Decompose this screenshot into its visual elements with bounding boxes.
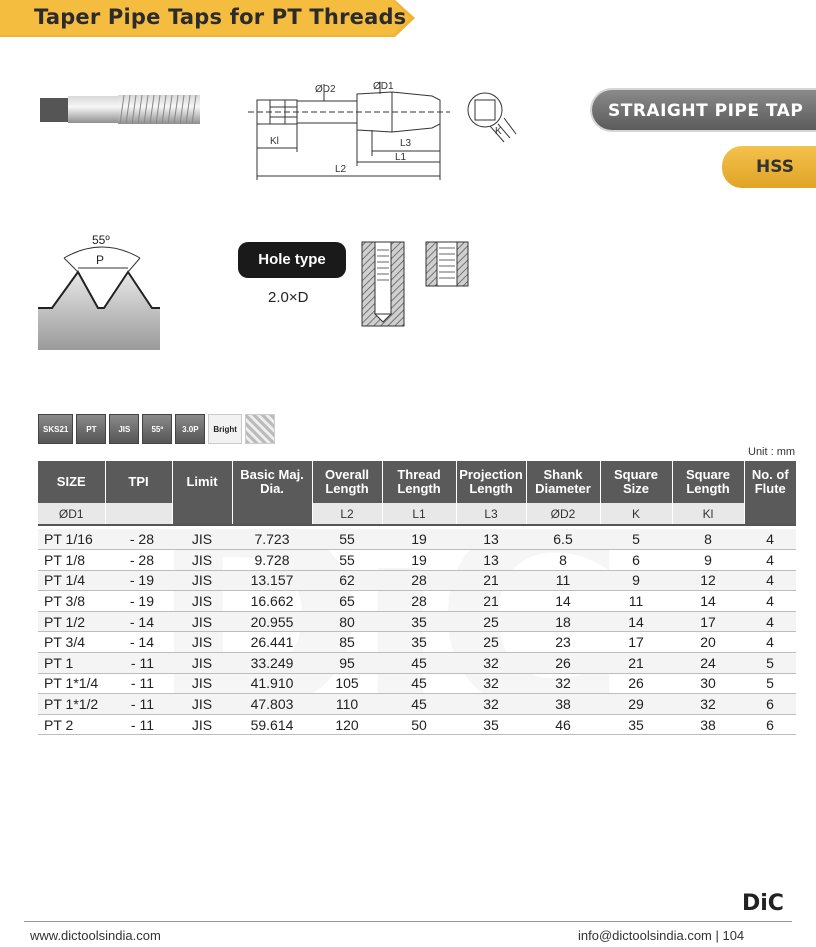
table-cell: 13.157	[232, 570, 312, 591]
col-size: SIZE	[38, 461, 105, 503]
table-cell: JIS	[172, 570, 232, 591]
table-cell: 38	[672, 714, 744, 735]
table-subheader-row	[38, 503, 796, 525]
table-row	[38, 632, 796, 653]
col-thread-length: Thread Length	[382, 461, 456, 503]
table-cell: 41.910	[232, 673, 312, 694]
table-cell: 4	[744, 611, 796, 632]
col-basic-maj-dia: Basic Maj. Dia.	[232, 461, 312, 503]
table-cell: 9	[600, 570, 672, 591]
label-d2: ØD2	[315, 84, 336, 95]
table-cell: JIS	[172, 653, 232, 674]
table-cell: 12	[672, 570, 744, 591]
table-cell: 35	[600, 714, 672, 735]
table-cell: - 11	[105, 714, 172, 735]
table-cell: PT 1	[38, 653, 105, 674]
table-row	[38, 694, 796, 715]
table-cell: 6.5	[526, 529, 600, 550]
table-cell: JIS	[172, 714, 232, 735]
table-cell: 32	[456, 653, 526, 674]
spec-icon-pitch: 3.0P	[175, 414, 205, 444]
col-flutes: No. of Flute	[744, 461, 796, 503]
table-cell: 55	[312, 550, 382, 571]
table-cell: 4	[744, 632, 796, 653]
table-cell: 4	[744, 529, 796, 550]
table-cell: 30	[672, 673, 744, 694]
spec-icon-jis: JIS	[109, 414, 139, 444]
sub-l3: L3	[456, 503, 526, 525]
table-cell: 32	[526, 673, 600, 694]
table-cell: PT 1/2	[38, 611, 105, 632]
label-l2: L2	[335, 164, 347, 175]
table-cell: 120	[312, 714, 382, 735]
table-cell: 95	[312, 653, 382, 674]
table-cell: 45	[382, 694, 456, 715]
table-cell: 38	[526, 694, 600, 715]
label-l3: L3	[400, 138, 412, 149]
sub-tpi	[105, 503, 172, 525]
table-row	[38, 673, 796, 694]
spec-icon-flute-icon	[245, 414, 275, 444]
table-cell: PT 1*1/2	[38, 694, 105, 715]
col-tpi: TPI	[105, 461, 172, 503]
spec-icon-bright: Bright	[208, 414, 242, 444]
table-cell: 32	[672, 694, 744, 715]
table-cell: 20.955	[232, 611, 312, 632]
table-cell: 32	[456, 673, 526, 694]
table-row	[38, 529, 796, 550]
table-cell: - 11	[105, 673, 172, 694]
col-overall-length: Overall Length	[312, 461, 382, 503]
table-cell: 6	[744, 694, 796, 715]
table-row	[38, 570, 796, 591]
table-cell: 14	[672, 591, 744, 612]
table-cell: 110	[312, 694, 382, 715]
table-cell: 85	[312, 632, 382, 653]
table-cell: 65	[312, 591, 382, 612]
table-cell: 28	[382, 591, 456, 612]
sub-limit	[172, 503, 232, 525]
table-cell: 7.723	[232, 529, 312, 550]
col-square-size: Square Size	[600, 461, 672, 503]
table-cell: JIS	[172, 591, 232, 612]
unit-label: Unit : mm	[748, 446, 796, 458]
table-cell: 50	[382, 714, 456, 735]
table-cell: JIS	[172, 611, 232, 632]
tap-photo	[38, 92, 200, 126]
table-cell: 5	[600, 529, 672, 550]
tap-type-label: STRAIGHT PIPE TAP	[608, 101, 804, 121]
table-cell: 20	[672, 632, 744, 653]
tap-type-badge	[590, 88, 816, 132]
table-cell: 46	[526, 714, 600, 735]
table-cell: 13	[456, 529, 526, 550]
table-cell: 55	[312, 529, 382, 550]
sub-l1: L1	[382, 503, 456, 525]
table-cell: 6	[600, 550, 672, 571]
table-cell: PT 1/8	[38, 550, 105, 571]
spec-table	[38, 461, 796, 735]
label-d1: ØD1	[373, 81, 394, 92]
table-cell: 33.249	[232, 653, 312, 674]
table-row	[38, 714, 796, 735]
table-cell: 5	[744, 673, 796, 694]
thread-profile-diagram	[36, 228, 160, 350]
table-cell: - 14	[105, 632, 172, 653]
col-square-length: Square Length	[672, 461, 744, 503]
table-cell: - 14	[105, 611, 172, 632]
table-cell: 24	[672, 653, 744, 674]
table-cell: - 11	[105, 653, 172, 674]
sub-kl: Kl	[672, 503, 744, 525]
table-cell: 80	[312, 611, 382, 632]
table-cell: 17	[600, 632, 672, 653]
page-title: Taper Pipe Taps for PT Threads	[34, 5, 407, 29]
table-cell: 9.728	[232, 550, 312, 571]
footer-website-link[interactable]: www.dictoolsindia.com	[30, 928, 161, 943]
table-cell: 21	[456, 570, 526, 591]
table-cell: 26.441	[232, 632, 312, 653]
table-cell: JIS	[172, 550, 232, 571]
table-cell: 25	[456, 611, 526, 632]
table-cell: 32	[456, 694, 526, 715]
table-cell: - 19	[105, 591, 172, 612]
table-cell: PT 3/4	[38, 632, 105, 653]
col-projection-length: Projection Length	[456, 461, 526, 503]
table-row	[38, 591, 796, 612]
table-cell: 6	[744, 714, 796, 735]
footer-contact[interactable]: info@dictoolsindia.com | 104	[578, 928, 745, 943]
table-cell: PT 1*1/4	[38, 673, 105, 694]
tap-dimension-drawing	[240, 76, 530, 182]
table-cell: 26	[600, 673, 672, 694]
sub-maj	[232, 503, 312, 525]
table-cell: JIS	[172, 673, 232, 694]
table-row	[38, 611, 796, 632]
table-cell: PT 1/4	[38, 570, 105, 591]
thread-pitch: P	[96, 253, 105, 267]
thread-angle: 55º	[92, 233, 110, 247]
table-cell: 8	[526, 550, 600, 571]
spec-icon-pt: PT	[76, 414, 106, 444]
table-cell: 45	[382, 673, 456, 694]
table-cell: 35	[382, 632, 456, 653]
spec-icon-row	[38, 414, 275, 446]
spec-icon-sks21: SKS21	[38, 414, 73, 444]
table-cell: 62	[312, 570, 382, 591]
table-cell: 4	[744, 591, 796, 612]
sub-k: K	[600, 503, 672, 525]
table-cell: 26	[526, 653, 600, 674]
table-cell: 47.803	[232, 694, 312, 715]
table-cell: 29	[600, 694, 672, 715]
table-cell: 19	[382, 529, 456, 550]
col-limit: Limit	[172, 461, 232, 503]
table-cell: 16.662	[232, 591, 312, 612]
table-header-row	[38, 461, 796, 503]
table-cell: 4	[744, 550, 796, 571]
table-row	[38, 550, 796, 571]
label-kl: Kl	[270, 136, 279, 147]
hole-type-diagram	[360, 240, 472, 330]
table-cell: 23	[526, 632, 600, 653]
table-cell: 11	[600, 591, 672, 612]
table-cell: - 11	[105, 694, 172, 715]
footer-divider	[24, 921, 792, 922]
table-cell: 21	[600, 653, 672, 674]
table-cell: 14	[600, 611, 672, 632]
table-cell: JIS	[172, 529, 232, 550]
dic-logo: DiC	[742, 891, 784, 916]
table-cell: 17	[672, 611, 744, 632]
table-cell: 9	[672, 550, 744, 571]
col-shank-diameter: Shank Diameter	[526, 461, 600, 503]
table-cell: 59.614	[232, 714, 312, 735]
table-cell: 35	[456, 714, 526, 735]
table-cell: 28	[382, 570, 456, 591]
table-cell: - 28	[105, 529, 172, 550]
table-cell: 45	[382, 653, 456, 674]
sub-l2: L2	[312, 503, 382, 525]
sub-d1: ØD1	[38, 503, 105, 525]
sub-d2: ØD2	[526, 503, 600, 525]
table-cell: 18	[526, 611, 600, 632]
table-cell: PT 3/8	[38, 591, 105, 612]
table-cell: 19	[382, 550, 456, 571]
material-badge	[722, 146, 816, 188]
table-cell: PT 2	[38, 714, 105, 735]
label-k: K	[495, 126, 502, 137]
title-banner	[0, 0, 415, 37]
table-cell: 11	[526, 570, 600, 591]
table-cell: JIS	[172, 632, 232, 653]
label-l1: L1	[395, 152, 407, 163]
table-cell: 105	[312, 673, 382, 694]
table-cell: 35	[382, 611, 456, 632]
table-cell: 25	[456, 632, 526, 653]
spec-icon-angle: 55º	[142, 414, 172, 444]
hole-depth-value: 2.0×D	[268, 289, 309, 306]
table-cell: JIS	[172, 694, 232, 715]
table-cell: 8	[672, 529, 744, 550]
table-row	[38, 653, 796, 674]
table-cell: 14	[526, 591, 600, 612]
table-cell: - 28	[105, 550, 172, 571]
table-cell: - 19	[105, 570, 172, 591]
hole-type-badge: Hole type	[238, 242, 346, 278]
table-cell: PT 1/16	[38, 529, 105, 550]
table-cell: 4	[744, 570, 796, 591]
table-cell: 13	[456, 550, 526, 571]
material-label: HSS	[756, 157, 794, 177]
table-cell: 5	[744, 653, 796, 674]
table-cell: 21	[456, 591, 526, 612]
sub-flute	[744, 503, 796, 525]
